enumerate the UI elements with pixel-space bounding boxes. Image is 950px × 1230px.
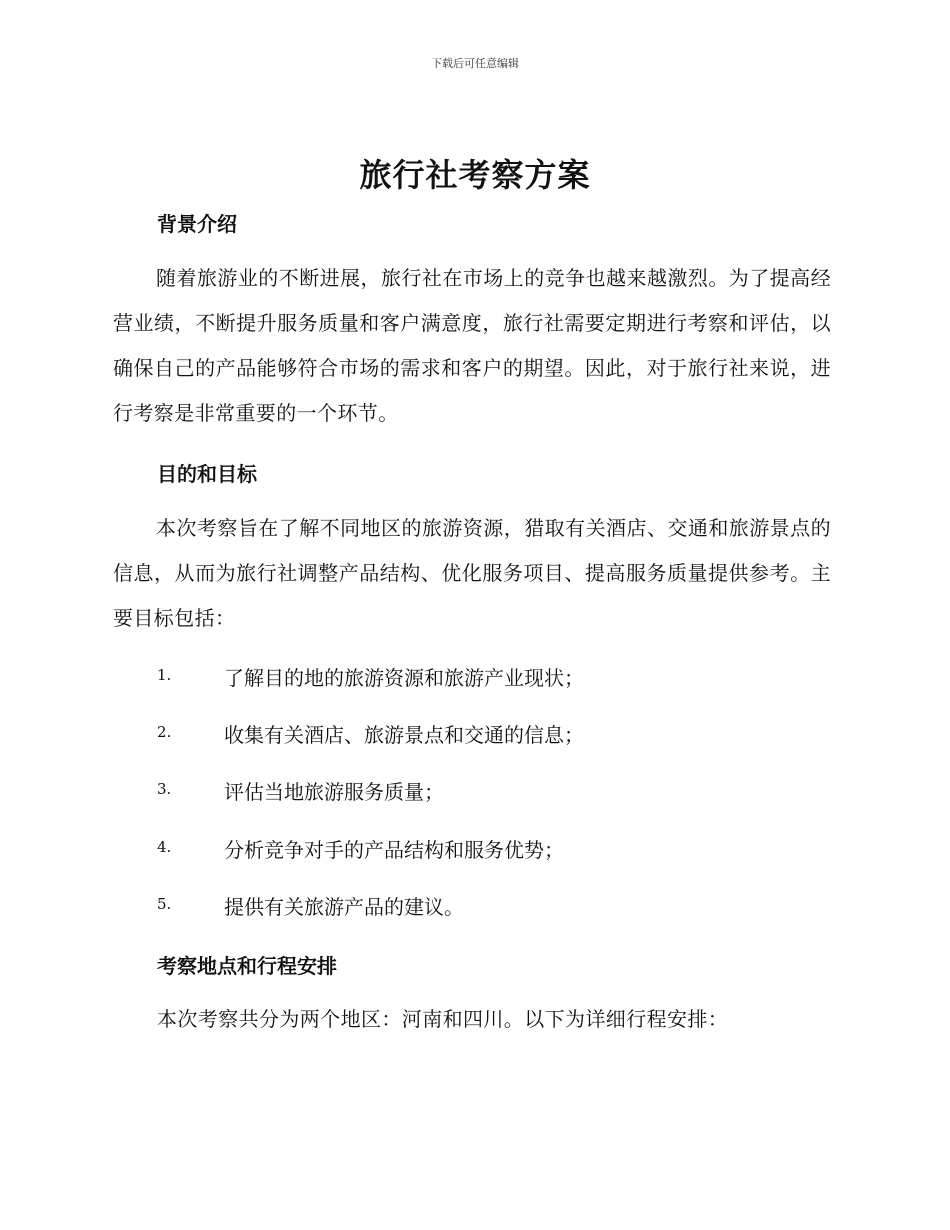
list-text: 评估当地旅游服务质量； [224, 780, 444, 804]
list-number: 5. [157, 895, 172, 913]
list-number: 3. [157, 780, 172, 798]
list-text: 了解目的地的旅游资源和旅游产业现状； [224, 666, 584, 690]
header-note: 下载后可任意编辑 [431, 57, 519, 70]
section-paragraph-locations: 本次考察共分为两个地区：河南和四川。以下为详细行程安排： [157, 1007, 729, 1031]
section-paragraph-goals: 本次考察旨在了解不同地区的旅游资源，猎取有关酒店、交通和旅游景点的信息，从而为旅行社调整产品结构、优化服务项目、提高服务质量提供参考。主要目标包括： [113, 516, 831, 630]
list-text: 分析竞争对手的产品结构和服务优势； [224, 838, 564, 862]
section-paragraph-background: 随着旅游业的不断进展，旅行社在市场上的竞争也越来越激烈。为了提高经营业绩，不断提升服务质量和客户满意度，旅行社需要定期进行考察和评估，以确保自己的产品能够符合市场的需求和客户的期望。因此，对于旅行社来说，进行考察是非常重要的一个环节。 [113, 266, 831, 425]
page-title: 旅行社考察方案 [359, 156, 591, 194]
section-heading-background: 背景介绍 [157, 212, 237, 236]
section-heading-locations: 考察地点和行程安排 [157, 954, 337, 978]
list-text: 收集有关酒店、旅游景点和交通的信息； [224, 723, 584, 747]
list-text: 提供有关旅游产品的建议。 [224, 895, 464, 919]
list-number: 2. [157, 723, 172, 741]
section-heading-goals: 目的和目标 [157, 462, 257, 486]
list-number: 4. [157, 838, 172, 856]
list-number: 1. [157, 666, 172, 684]
